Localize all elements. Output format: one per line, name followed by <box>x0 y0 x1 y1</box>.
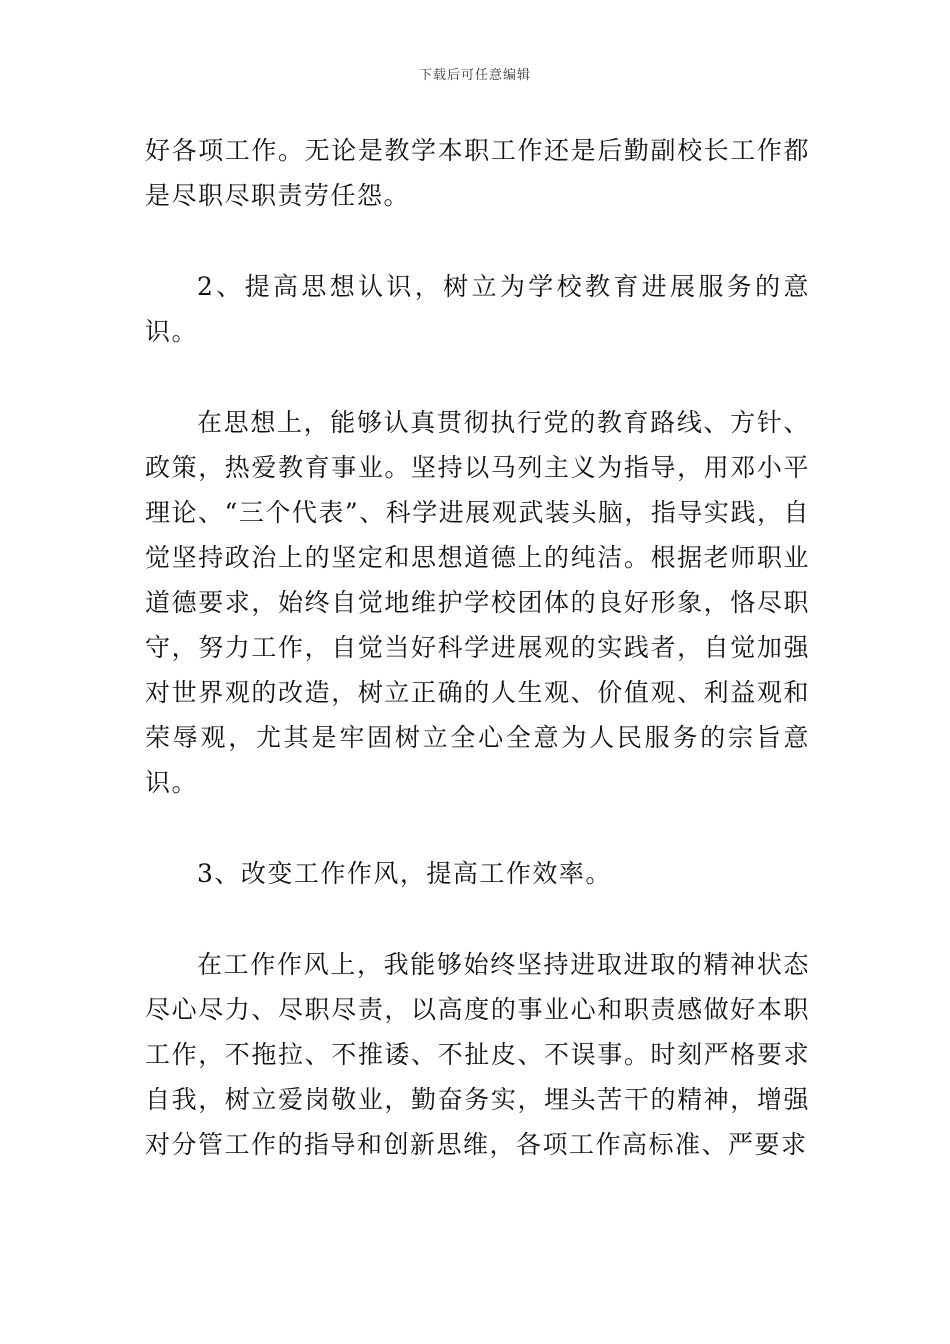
paragraph-gap <box>145 354 810 400</box>
document-body <box>145 128 810 1167</box>
paragraph-gap <box>145 896 810 942</box>
paragraph-gap <box>145 805 810 851</box>
paragraph-work-style: 在工作作风上，我能够始终坚持进取进取的精神状态尽心尽力、尽职尽责，以高度的事业心和职责感做好本职工作，不拖拉、不推诿、不扯皮、不误事。时刻严格要求自我，树立爱岗敬业，勤奋务实，埋头苦干的精神，增强对分管工作的指导和创新思维，各项工作高标准、严要求 <box>145 950 810 1159</box>
page-header: 下载后可任意编辑 <box>418 68 531 83</box>
section-heading-3: 3、改变工作作风，提高工作效率。 <box>197 859 612 888</box>
section-heading-2: 2、提高思想认识，树立为学校教育进展服务的意识。 <box>145 272 810 346</box>
paragraph-ideology: 在思想上，能够认真贯彻执行党的教育路线、方针、政策，热爱教育事业。坚持以马列主义为指导，用邓小平理论、“三个代表”、科学进展观武装头脑，指导实践，自觉坚持政治上的坚定和思想道德上的纯洁。根据老师职业道德要求，始终自觉地维护学校团体的良好形象，恪尽职守，努力工作，自觉当好科学进展观的实践者，自觉加强对世界观的改造，树立正确的人生观、价值观、利益观和荣辱观，尤其是牢固树立全心全意为人民服务的宗旨意识。 <box>145 408 810 797</box>
paragraph-continuation: 好各项工作。无论是教学本职工作还是后勤副校长工作都是尽职尽职责劳任怨。 <box>145 136 810 210</box>
paragraph-gap <box>145 218 810 264</box>
